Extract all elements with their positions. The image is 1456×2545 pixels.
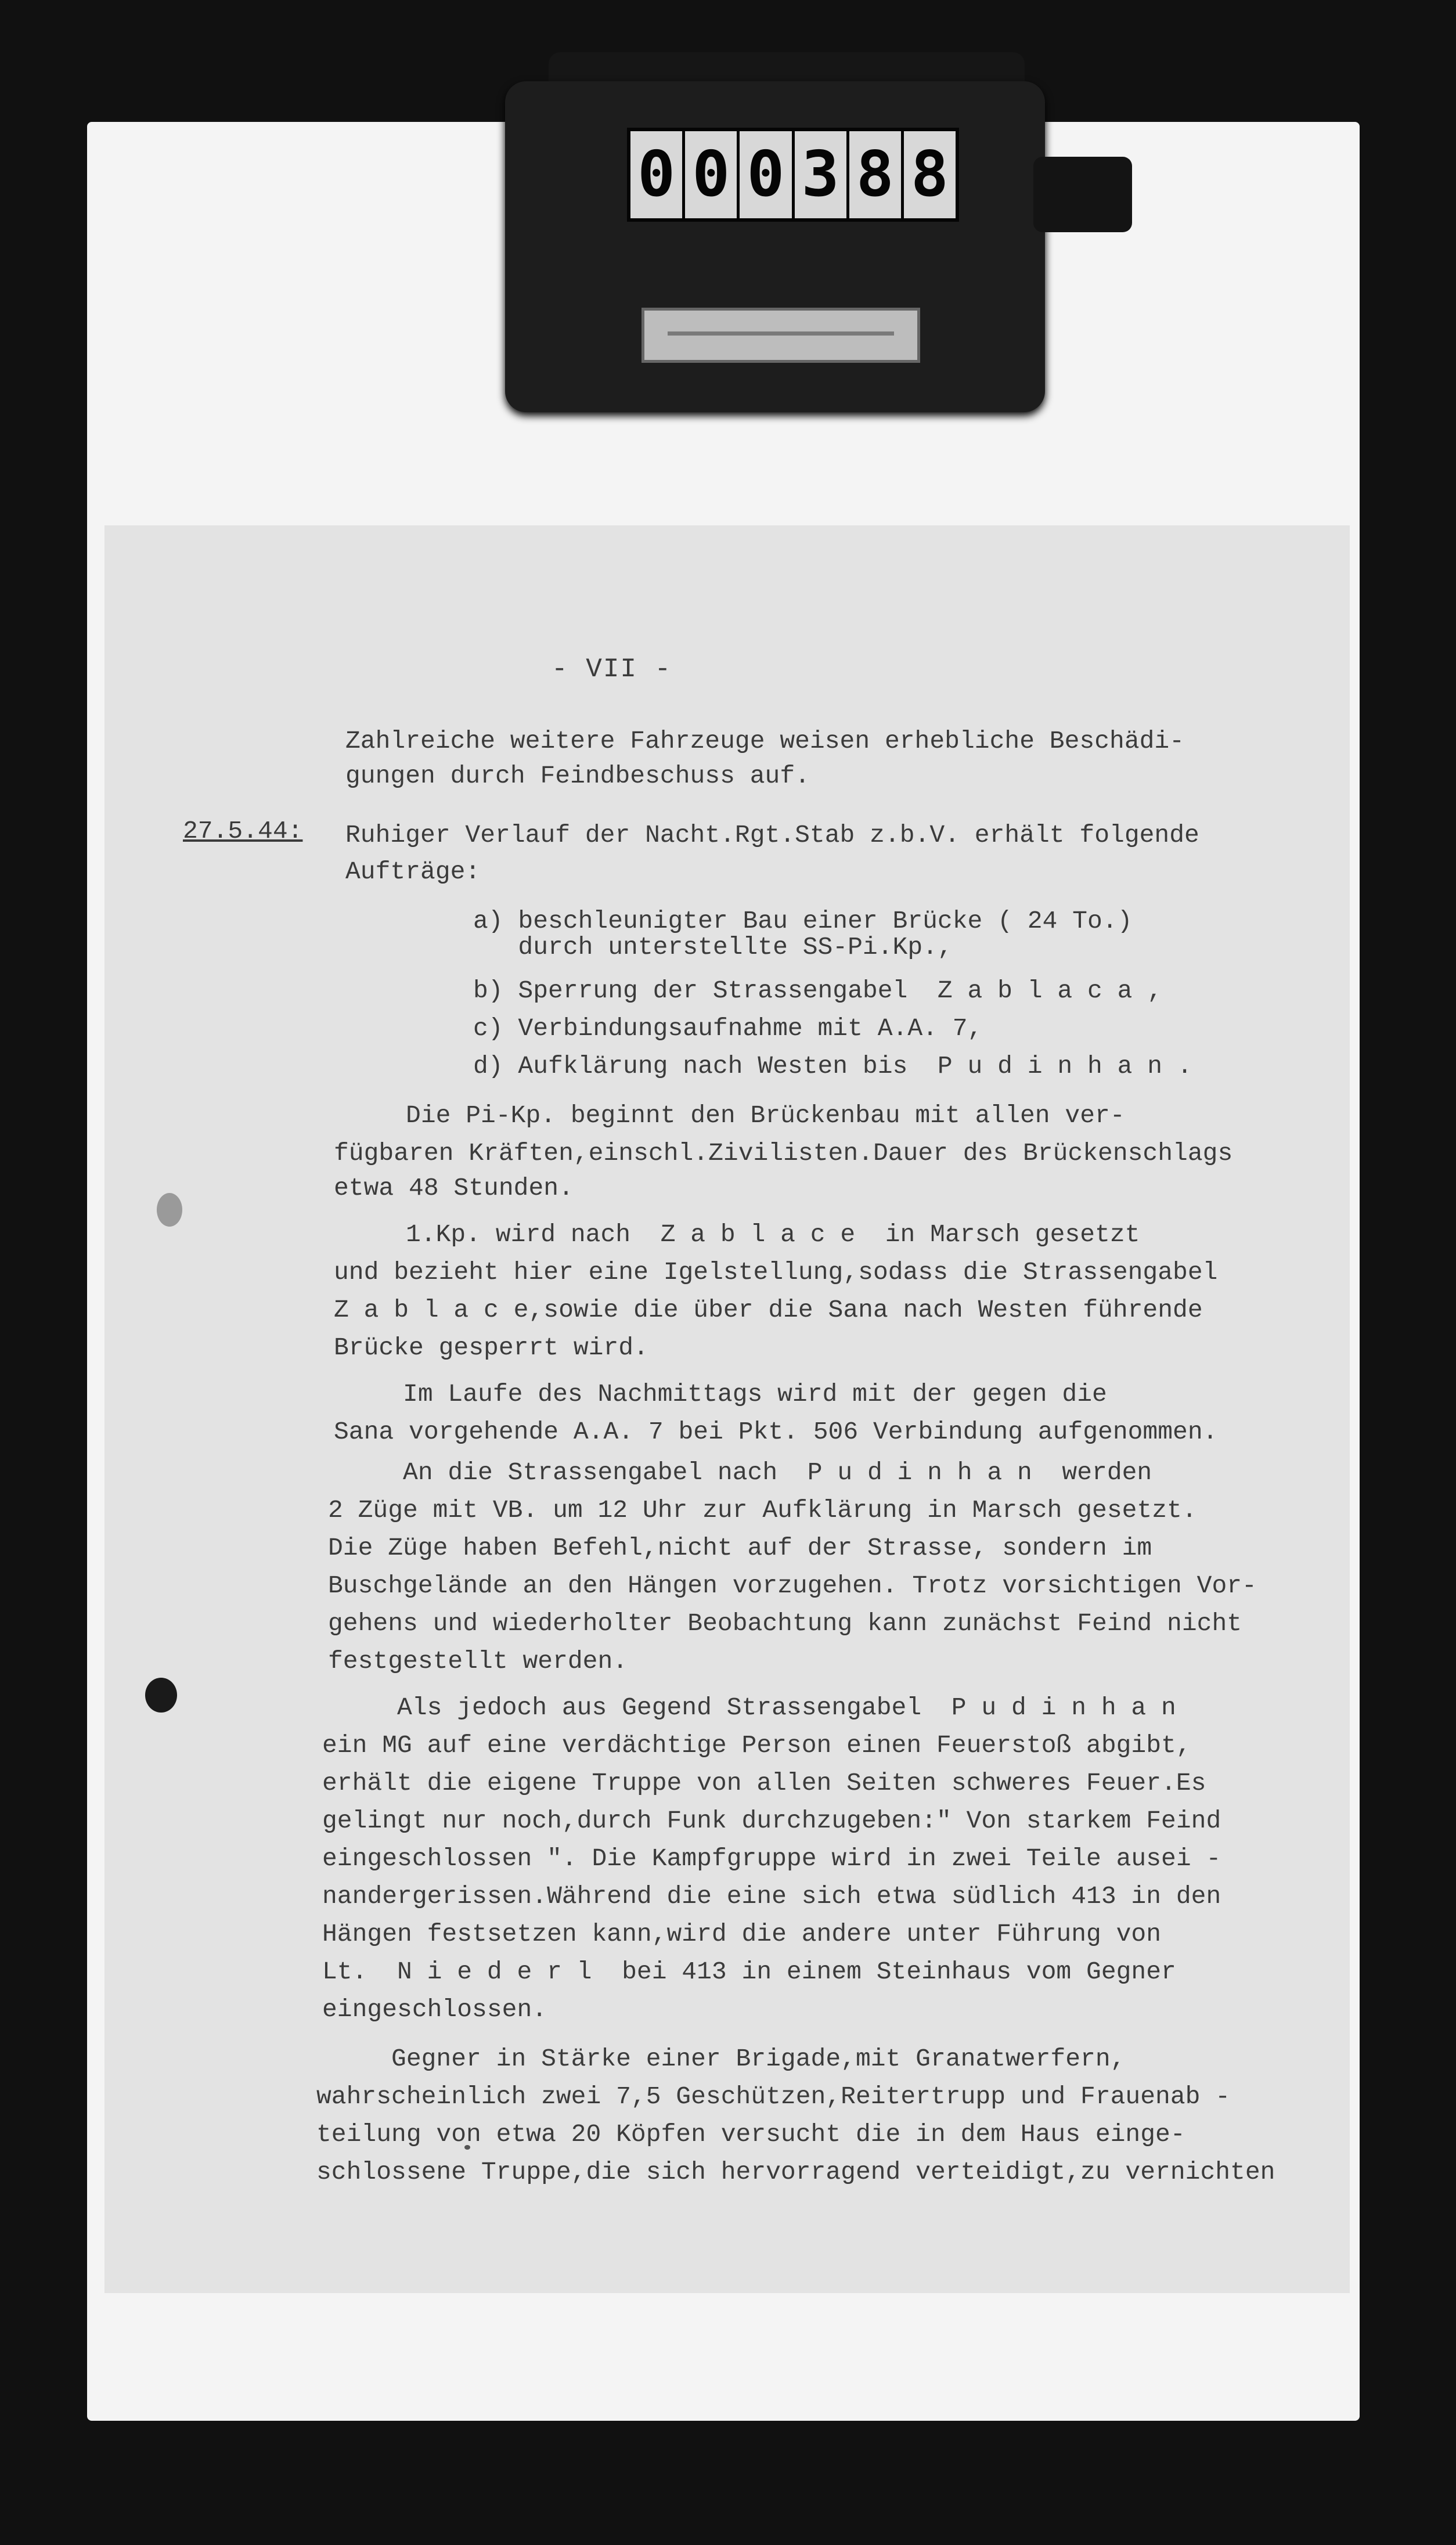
list-item: b) Sperrung der Strassengabel Z a b l a c a , [473, 976, 1162, 1005]
text-line: 1.Kp. wird nach Z a b l a c e in Marsch gesetzt [331, 1220, 1140, 1249]
text-line: ein MG auf eine verdächtige Person einen Feuerstoß abgibt, [322, 1731, 1191, 1760]
text-line: eingeschlossen. [322, 1995, 547, 2024]
text-line: An die Strassengabel nach P u d i n h a n werden [328, 1458, 1152, 1487]
counter-digit: 8 [849, 131, 904, 218]
text-line: eingeschlossen ". Die Kampfgruppe wird in zwei Teile ausei - [322, 1844, 1221, 1873]
text-line: Im Laufe des Nachmittags wird mit der gegen die [328, 1380, 1107, 1408]
text-line: Hängen festsetzen kann,wird die andere unter Führung von [322, 1920, 1162, 1948]
text-line: gelingt nur noch,durch Funk durchzugeben:" Von starkem Feind [322, 1807, 1221, 1835]
list-item: durch unterstellte SS-Pi.Kp., [473, 933, 953, 961]
text-line: Lt. N i e d e r l bei 413 in einem Steinhaus vom Gegner [322, 1958, 1176, 1986]
text-line: teilung von etwa 20 Köpfen versucht die in dem Haus einge- [316, 2120, 1185, 2149]
list-item: c) Verbindungsaufnahme mit A.A. 7, [473, 1014, 983, 1043]
page-header: - VII - [552, 654, 672, 684]
counter-digit: 3 [795, 131, 849, 218]
text-line: Buschgelände an den Hängen vorzugehen. Trotz vorsichtigen Vor- [328, 1571, 1257, 1600]
text-line: 2 Züge mit VB. um 12 Uhr zur Aufklärung in Marsch gesetzt. [328, 1496, 1197, 1524]
list-item: a) beschleunigter Bau einer Brücke ( 24 To.) [473, 907, 1133, 935]
typed-page [104, 525, 1350, 2293]
text-line: Aufträge: [345, 857, 481, 886]
counter-knob [1033, 157, 1132, 232]
counter-digits [627, 128, 959, 222]
punch-hole [145, 1678, 177, 1713]
text-line: Die Züge haben Befehl,nicht auf der Strasse, sondern im [328, 1534, 1152, 1562]
counter-digit: 8 [910, 138, 949, 211]
text-line: Z a b l a c e,sowie die über die Sana nach Westen führende [334, 1296, 1203, 1324]
text-line: erhält die eigene Truppe von allen Seiten schweres Feuer.Es [322, 1769, 1206, 1797]
text-line: Als jedoch aus Gegend Strassengabel P u d i n h a n [322, 1693, 1176, 1722]
counter-digit: 0 [630, 131, 685, 218]
text-line: festgestellt werden. [328, 1647, 628, 1675]
text-line: Die Pi-Kp. beginnt den Brückenbau mit allen ver- [331, 1101, 1125, 1130]
text-line: schlossene Truppe,die sich hervorragend verteidigt,zu vernichten [316, 2158, 1275, 2186]
text-line: Gegner in Stärke einer Brigade,mit Granatwerfern, [316, 2045, 1126, 2073]
nameplate-engraving [668, 331, 894, 336]
text-line: Brücke gesperrt wird. [334, 1333, 648, 1362]
text-line: Sana vorgehende A.A. 7 bei Pkt. 506 Verbindung aufgenommen. [334, 1418, 1218, 1446]
text-line: und bezieht hier eine Igelstellung,sodass die Strassengabel [334, 1258, 1218, 1286]
text-line: Zahlreiche weitere Fahrzeuge weisen erhebliche Beschädi- [345, 727, 1185, 755]
text-line: gehens und wiederholter Beobachtung kann zunächst Feind nicht [328, 1609, 1242, 1638]
entry-date: 27.5.44: [183, 817, 303, 845]
text-line: Ruhiger Verlauf der Nacht.Rgt.Stab z.b.V. erhält folgende [345, 821, 1199, 849]
counter-nameplate [641, 308, 920, 363]
text-line: wahrscheinlich zwei 7,5 Geschützen,Reitertrupp und Frauenab - [316, 2082, 1231, 2111]
text-line: nandergerissen.Während die eine sich etwa südlich 413 in den [322, 1882, 1221, 1910]
punch-hole [157, 1193, 182, 1227]
text-line: etwa 48 Stunden. [334, 1174, 574, 1202]
text-line: fügbaren Kräften,einschl.Zivilisten.Dauer des Brückenschlags [334, 1139, 1233, 1167]
page-text [104, 525, 1350, 2293]
counter-digit: 0 [685, 131, 740, 218]
text-line: gungen durch Feindbeschuss auf. [345, 762, 810, 790]
counter-digit: 0 [740, 131, 794, 218]
list-item: d) Aufklärung nach Westen bis P u d i n h a n . [473, 1052, 1192, 1080]
